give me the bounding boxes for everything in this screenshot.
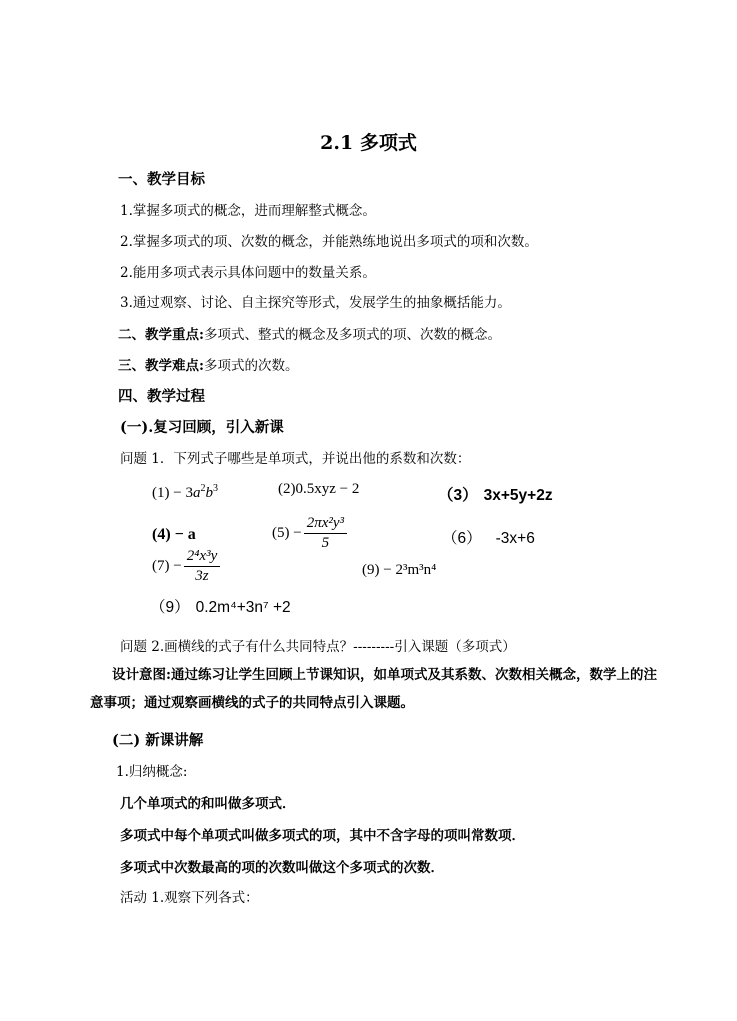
- design-intent-text: 通过练习让学生回顾上节课知识，如单项式及其系数、次数相关概念，数学上的注意事项；通过观察画横线的式子的共同特点引入课题。: [90, 667, 657, 711]
- concept-1: 几个单项式的和叫做多项式．: [120, 796, 296, 812]
- concept-2: 多项式中每个单项式叫做多项式的项，其中不含字母的项叫常数项．: [120, 828, 525, 844]
- section-heading-process: 四、教学过程: [118, 388, 205, 405]
- expr-3-label: （3）: [438, 487, 478, 504]
- expr-1-label: (1): [152, 485, 170, 501]
- expr-3-text: 3x+5y+2z: [483, 487, 553, 504]
- expr-1: $(1) - 3a^2b^3$: [152, 483, 218, 501]
- question-1: 问题 1．下列式子哪些是单项式，并说出他的系数和次数：: [120, 451, 471, 467]
- key-points-label: 二、教学重点:: [118, 327, 204, 343]
- key-points-text: 多项式、整式的概念及多项式的项、次数的概念。: [203, 327, 501, 343]
- question-2: 问题 2.画横线的式子有什么共同特点？---------引入课题（多项式）: [120, 639, 516, 655]
- expr-6-label: （6）: [442, 530, 482, 547]
- design-intent-paragraph: [90, 661, 660, 717]
- key-points-line: [118, 323, 501, 343]
- expr-6-text: -3x+6: [495, 530, 535, 547]
- expr-7-numerator: 2⁴x³y: [184, 548, 221, 567]
- induce-concepts: 1.归纳概念:: [116, 764, 188, 780]
- concept-3: 多项式中次数最高的项的次数叫做这个多项式的次数．: [120, 860, 444, 876]
- expr-3: [438, 483, 553, 505]
- expr-8: (9) − 2³m³n⁴: [362, 562, 437, 578]
- expr-5: [272, 515, 347, 552]
- expr-2: (2)0.5xyz − 2: [278, 481, 360, 497]
- activity-1: 活动 1.观察下列各式：: [120, 890, 259, 906]
- goal-item-2: 2.掌握多项式的项、次数的概念，并能熟练地说出多项式的项和次数。: [120, 234, 538, 250]
- section-heading-goals: 一、教学目标: [118, 171, 205, 188]
- expr-5-fraction: [304, 515, 347, 552]
- expr-6: [442, 526, 535, 548]
- expr-7-label: (7) −: [152, 557, 182, 574]
- expr-9-text: 0.2m⁴+3n⁷ +2: [195, 599, 291, 616]
- expr-5-numerator: 2πx²y³: [304, 515, 347, 534]
- difficulty-label: 三、教学难点:: [118, 358, 204, 374]
- expr-7: [152, 548, 220, 585]
- expr-5-denominator: 5: [321, 535, 330, 551]
- expr-7-fraction: [184, 548, 221, 585]
- design-intent-label: 设计意图:: [112, 667, 171, 683]
- goal-item-4: 3.通过观察、讨论、自主探究等形式，发展学生的抽象概括能力。: [120, 295, 511, 311]
- difficulty-text: 多项式的次数。: [203, 358, 299, 374]
- expr-5-label: (5) −: [272, 524, 302, 541]
- subsection-new-lesson: (二) 新课讲解: [112, 732, 204, 749]
- expr-9-label: （9）: [150, 599, 190, 616]
- subsection-review: (一).复习回顾，引入新课: [120, 419, 284, 436]
- expr-4: (4) − a: [152, 526, 196, 543]
- page-title: 2.1 多项式: [320, 132, 417, 154]
- expr-9: [150, 595, 291, 617]
- expr-7-denominator: 3z: [195, 568, 209, 584]
- difficulty-line: [118, 354, 298, 374]
- goal-item-1: 1.掌握多项式的概念，进而理解整式概念。: [120, 203, 376, 219]
- goal-item-3: 2.能用多项式表示具体问题中的数量关系。: [120, 265, 376, 281]
